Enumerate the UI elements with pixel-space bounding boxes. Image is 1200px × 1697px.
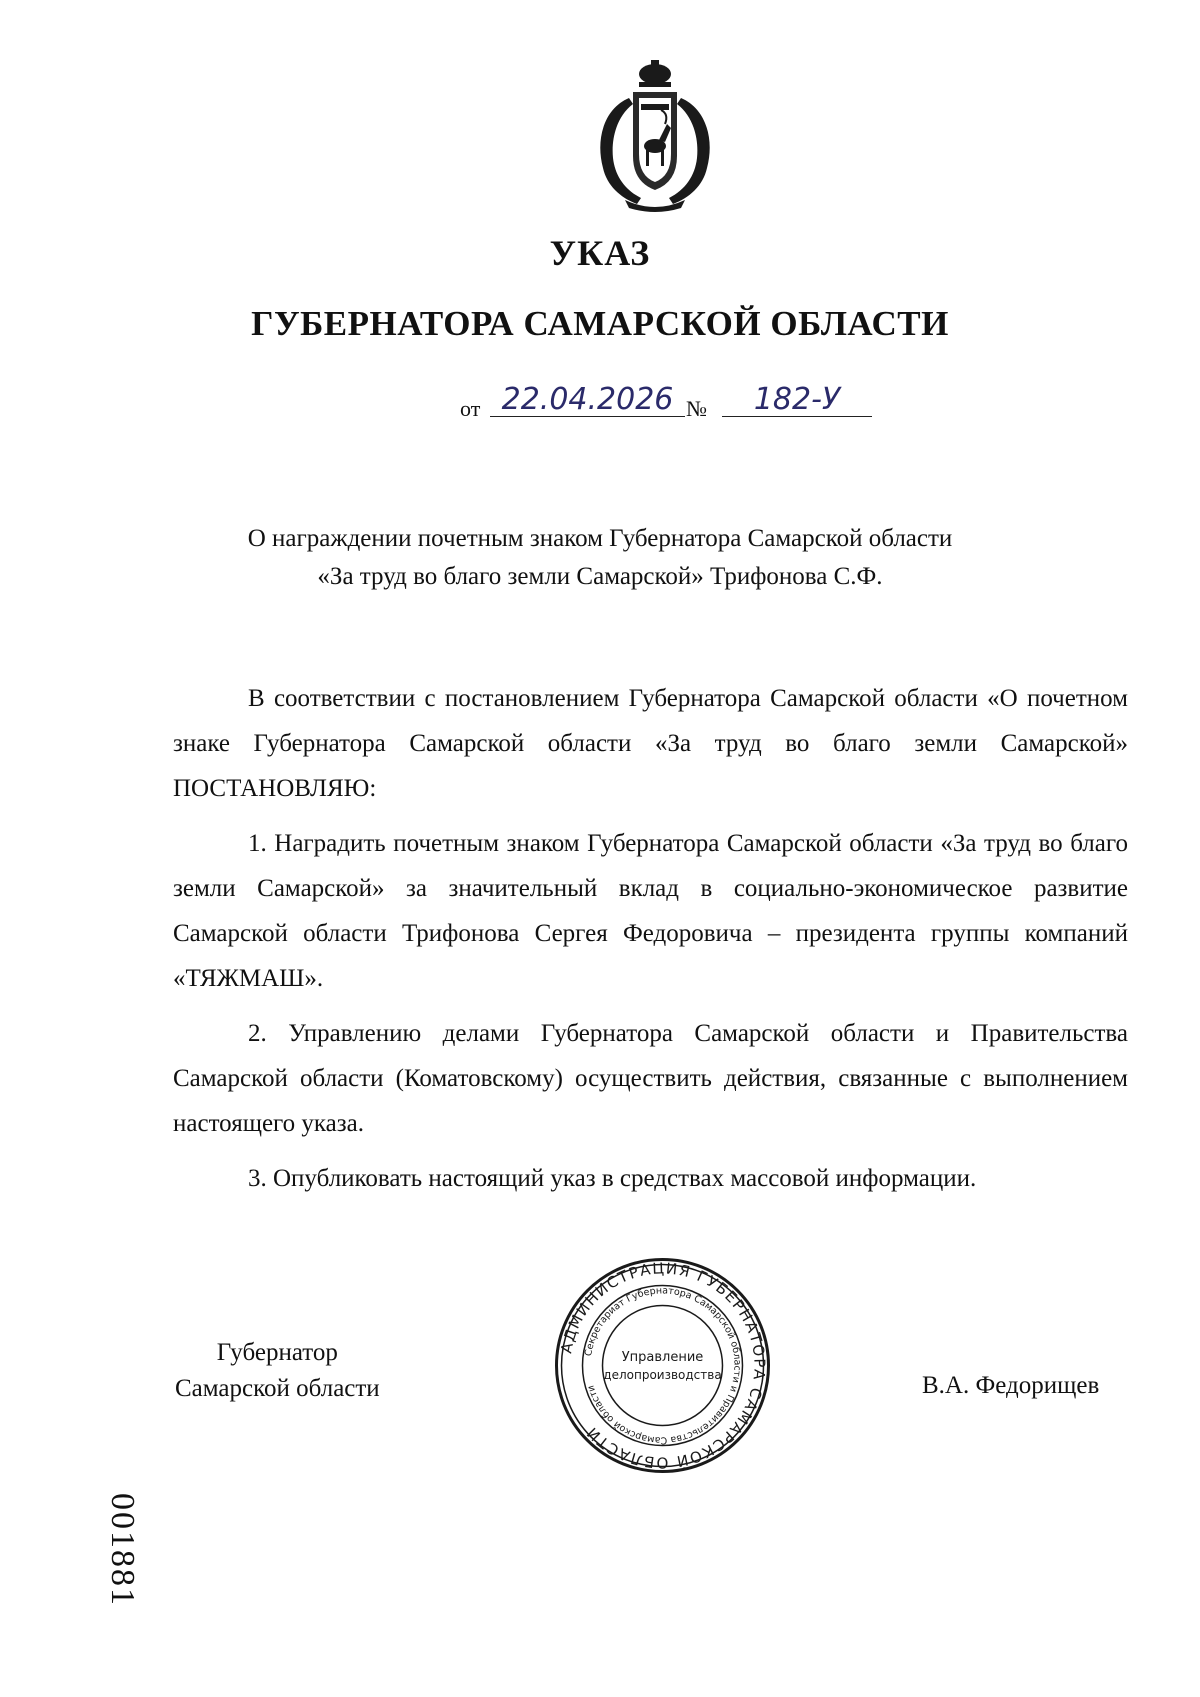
signatory-name: В.А. Федорищев	[922, 1372, 1100, 1399]
preamble-paragraph: В соответствии с постановлением Губернатора Самарской области «О почетном знаке Губернатора Самарской области «За труд во благо земли Самарской» ПОСТАНОВЛЯЮ:	[173, 685, 1128, 802]
document-title: УКАЗ	[549, 233, 651, 273]
item-2-paragraph: 2. Управлению делами Губернатора Самарской области и Правительства Самарской области (Коматовскому) осуществить действия, связанные с выполнением настоящего указа.	[173, 1020, 1128, 1137]
stamp-outer-text: АДМИНИСТРАЦИЯ ГУБЕРНАТОРА САМАРСКОЙ ОБЛАСТИ	[557, 1259, 769, 1472]
stamp-inner-text: Секретариат Губернатора Самарской области и Правительства Самарской области	[583, 1285, 743, 1446]
document-date: 22.04.2026	[490, 382, 685, 417]
item-1-paragraph: 1. Наградить почетным знаком Губернатора Самарской области «За труд во благо земли Самарской» за значительный вклад в социально-экономическое развитие Самарской области Трифонова Сергея Федоровича – президента группы компаний «ТЯЖМАШ».	[173, 830, 1128, 992]
stamp-center-line-2: делопроизводства	[603, 1368, 722, 1382]
registration-number-text: 001881	[104, 1493, 141, 1607]
number-sign: №	[686, 396, 707, 421]
item-3-paragraph: 3. Опубликовать настоящий указ в средствах массовой информации.	[248, 1165, 977, 1192]
subject-line-1: О награждении почетным знаком Губернатора Самарской области	[247, 525, 953, 552]
document-subtitle: ГУБЕРНАТОРА САМАРСКОЙ ОБЛАСТИ	[251, 304, 949, 343]
position-line-2: Самарской области	[175, 1375, 380, 1402]
stamp-center-line-1: Управление	[621, 1350, 704, 1365]
subject-line-2: «За труд во благо земли Самарской» Трифонова С.Ф.	[317, 563, 883, 590]
registration-number	[72, 1460, 172, 1640]
document-subject	[0, 520, 1200, 596]
svg-text:Секретариат Губернатора Самарс	[583, 1285, 742, 1445]
official-stamp-icon	[550, 1253, 775, 1478]
date-prefix: от	[460, 396, 481, 421]
position-line-1: Губернатор	[216, 1339, 338, 1366]
signatory-position	[175, 1335, 380, 1407]
document-body	[173, 676, 1128, 1211]
document-number: 182-У	[722, 382, 872, 417]
coat-of-arms-icon	[585, 58, 725, 213]
